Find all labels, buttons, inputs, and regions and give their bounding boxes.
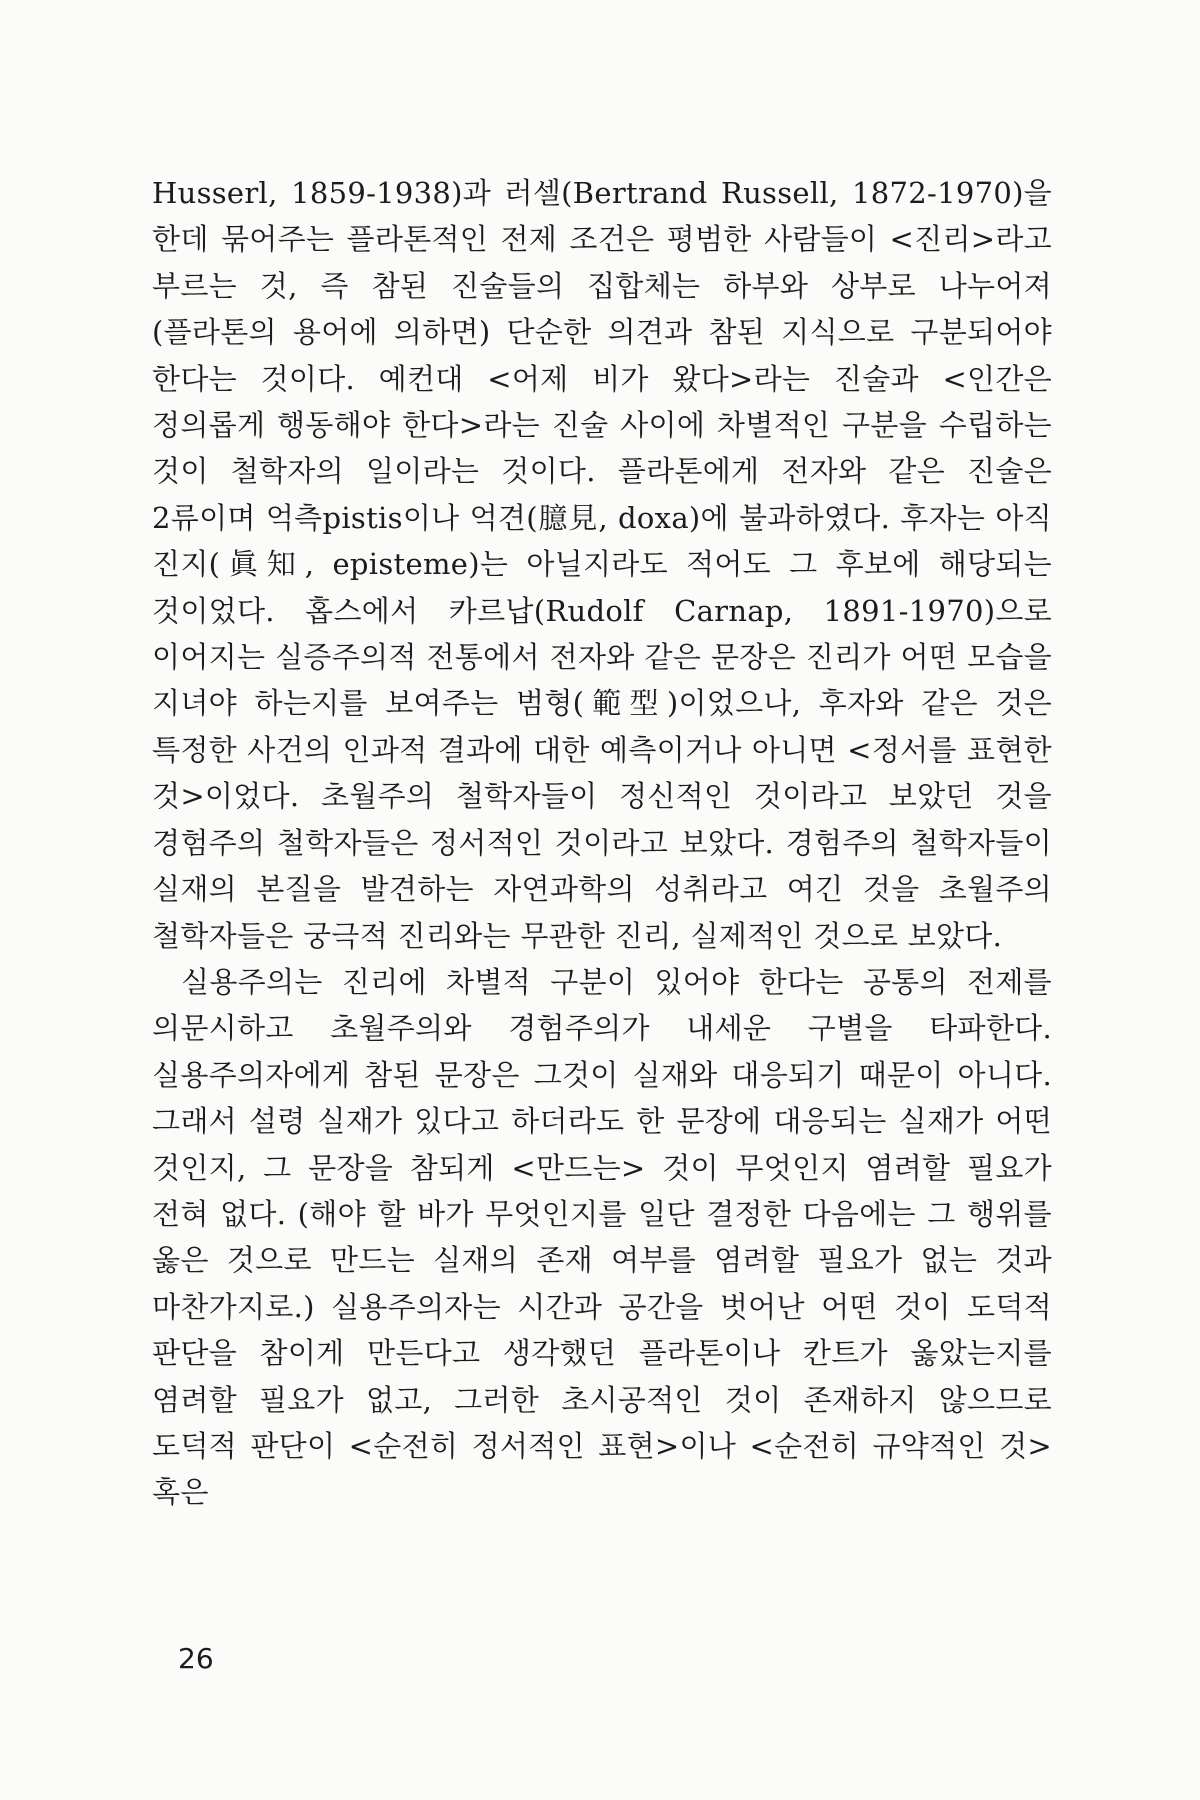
- paragraph-1: Husserl, 1859-1938)과 러셀(Bertrand Russell, 1872-1970)을 한데 묶어주는 플라톤적인 전제 조건은 평범한 사람들이 <진리>라고 부르는 것, 즉 참된 진술들의 집합체는 하부와 상부로 나누어져 (플라톤의 용어에 의하면) 단순한 의견과 참된 지식으로 구분되어야 한다는 것이다. 예컨대 <어제 비가 왔다>라는 진술과 <인간은 정의롭게 행동해야 한다>라는 진술 사이에 차별적인 구분을 수립하는 것이 철학자의 일이라는 것이다. 플라톤에게 전자와 같은 진술은 2류이며 억측pistis이나 억견(臆見, doxa)에 불과하였다. 후자는 아직 진지(眞知, episteme)는 아닐지라도 적어도 그 후보에 해당되는 것이었다. 홉스에서 카르납(Rudolf Carnap, 1891-1970)으로 이어지는 실증주의적 전통에서 전자와 같은 문장은 진리가 어떤 모습을 지녀야 하는지를 보여주는 범형(範型)이었으나, 후자와 같은 것은 특정한 사건의 인과적 결과에 대한 예측이거나 아니면 <정서를 표현한 것>이었다. 초월주의 철학자들이 정신적인 것이라고 보았던 것을 경험주의 철학자들은 정서적인 것이라고 보았다. 경험주의 철학자들이 실재의 본질을 발견하는 자연과학의 성취라고 여긴 것을 초월주의 철학자들은 궁극적 진리와는 무관한 진리, 실제적인 것으로 보았다.: [152, 176, 1052, 953]
- paragraph-2: 실용주의는 진리에 차별적 구분이 있어야 한다는 공통의 전제를 의문시하고 초월주의와 경험주의가 내세운 구별을 타파한다. 실용주의자에게 참된 문장은 그것이 실재와 대응되기 때문이 아니다. 그래서 설령 실재가 있다고 하더라도 한 문장에 대응되는 실재가 어떤 것인지, 그 문장을 참되게 <만드는> 것이 무엇인지 염려할 필요가 전혀 없다. (해야 할 바가 무엇인지를 일단 결정한 다음에는 그 행위를 옳은 것으로 만드는 실재의 존재 여부를 염려할 필요가 없는 것과 마찬가지로.) 실용주의자는 시간과 공간을 벗어난 어떤 것이 도덕적 판단을 참이게 만든다고 생각했던 플라톤이나 칸트가 옳았는지를 염려할 필요가 없고, 그러한 초시공적인 것이 존재하지 않으므로 도덕적 판단이 <순전히 정서적인 표현>이나 <순전히 규약적인 것> 혹은: [152, 964, 1052, 1510]
- page-number: 26: [178, 1642, 214, 1675]
- body-text: [152, 170, 1052, 1516]
